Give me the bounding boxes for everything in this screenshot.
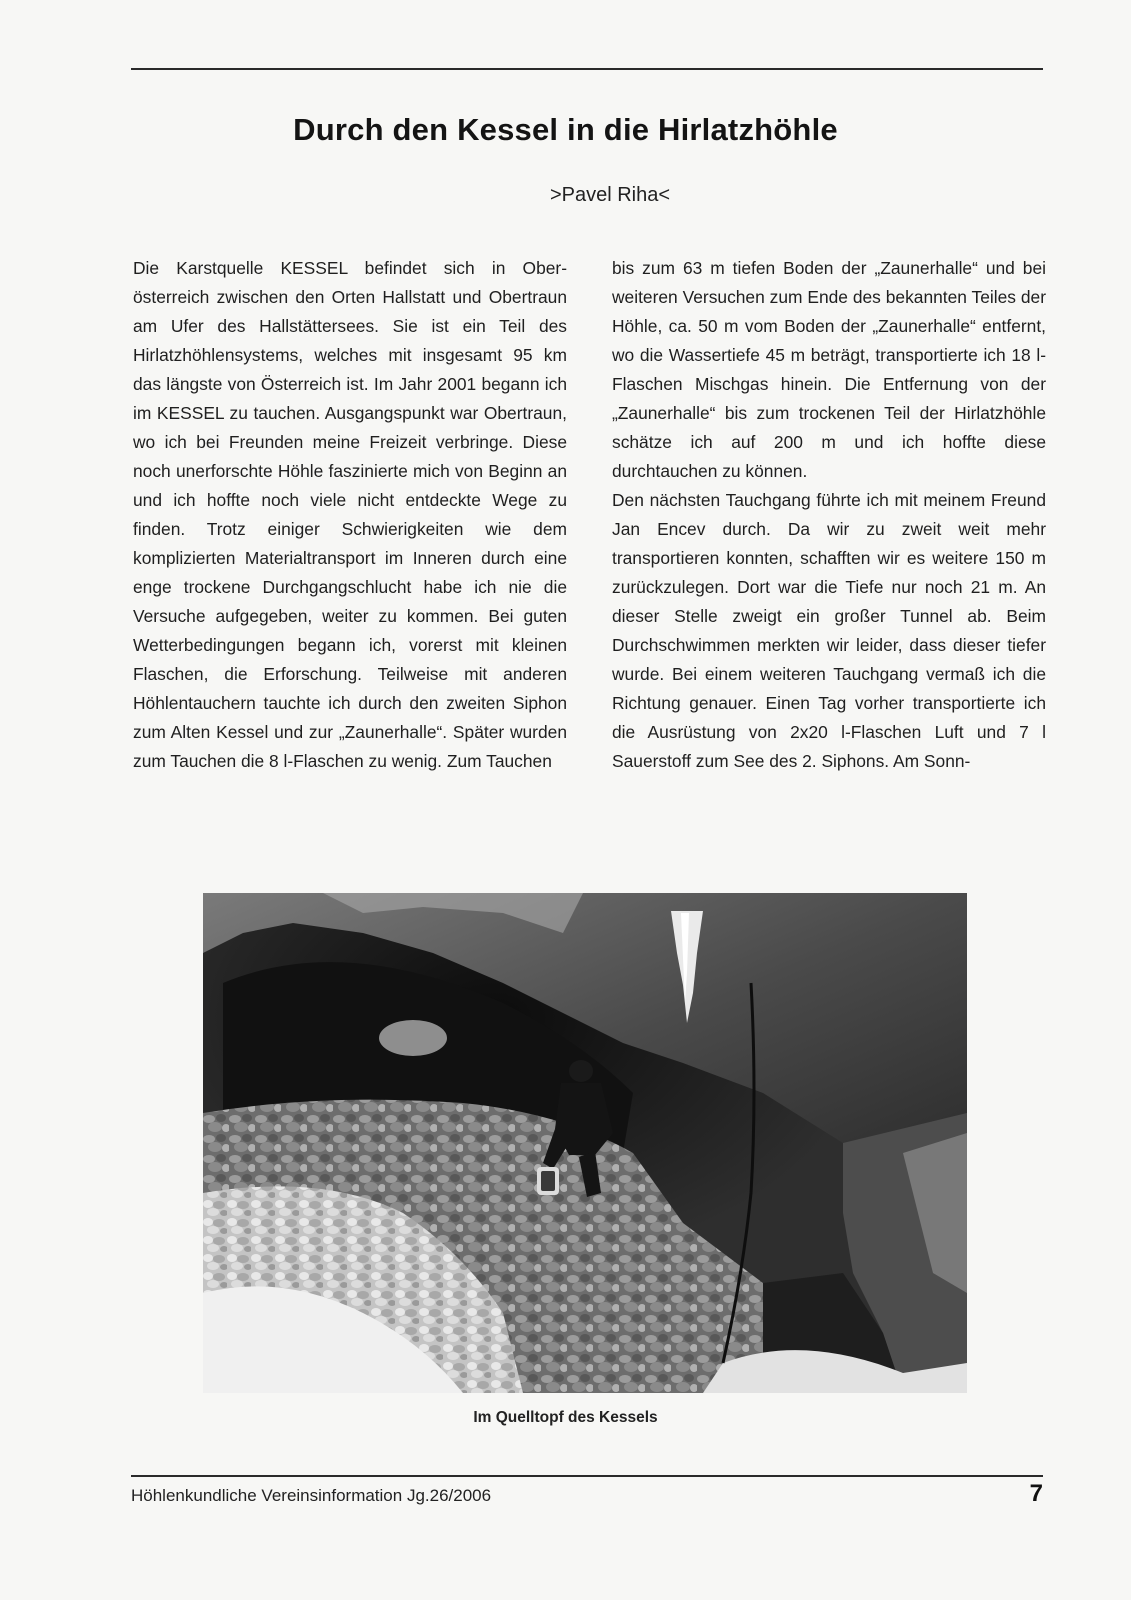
article-title: Durch den Kessel in die Hirlatzhöhle — [293, 112, 838, 147]
text-column-right — [612, 254, 1046, 776]
top-rule — [131, 68, 1043, 70]
text-column-left — [133, 254, 567, 776]
paragraph-left: Die Karstquelle KESSEL befindet sich in Ober-österreich zwischen den Orten Hallstatt und Obertraun am Ufer des Hallstättersees. Sie ist ein Teil des Hirlatzhöhlensystems, welches mit insgesamt 95 km das längste von Österreich ist. Im Jahr 2001 begann ich im KESSEL zu tauchen. Ausgangspunkt war Obertraun, wo ich bei Freunden meine Freizeit verbringe. Diese noch unerforschte Höhle faszinierte mich von Beginn an und ich hoffte noch viele nicht entdeckte Wege zu finden. Trotz einiger Schwierigkeiten wie dem komplizierten Materialtransport im Inneren durch eine enge trockene Durchgangschlucht habe ich nie die Versuche aufgegeben, weiter zu kommen. Bei guten Wetterbedingungen begann ich, vorerst mit kleinen Flaschen, die Erforschung. Teilweise mit anderen Höhlentauchern tauchte ich durch den zweiten Siphon zum Alten Kessel und zur „Zaunerhalle“. Später wurden zum Tauchen die 8 l-Flaschen zu wenig. Zum Tauchen — [133, 258, 567, 771]
article-author: >Pavel Riha< — [549, 184, 671, 206]
footer-publication: Höhlenkundliche Vereinsinformation Jg.26/2006 — [131, 1486, 492, 1505]
bottom-rule — [131, 1475, 1043, 1477]
paragraph-right-1: bis zum 63 m tiefen Boden der „Zaunerhalle“ und bei weiteren Versuchen zum Ende des bekannten Teiles der Höhle, ca. 50 m vom Boden der „Zaunerhalle“ entfernt, wo die Wassertiefe 45 m beträgt, transportierte ich 18 l-Flaschen Mischgas hinein. Die Entfernung von der „Zaunerhalle“ bis zum trockenen Teil der Hirlatzhöhle schätze ich auf 200 m und ich hoffte diese durchtauchen zu können. — [612, 258, 1046, 481]
photo-caption: Im Quelltopf des Kessels — [473, 1409, 658, 1426]
page-number: 7 — [1029, 1480, 1043, 1507]
cave-photo — [203, 893, 967, 1393]
cave-photo-illustration — [203, 893, 967, 1393]
paragraph-right-2: Den nächsten Tauchgang führte ich mit meinem Freund Jan Encev durch. Da wir zu zweit weit mehr transportieren konnten, schafften wir es weitere 150 m zurückzulegen. Dort war die Tiefe nur noch 21 m. An dieser Stelle zweigt ein großer Tunnel ab. Beim Durchschwimmen merkten wir leider, dass dieser tiefer wurde. Bei einem weiteren Tauchgang vermaß ich die Richtung genauer. Einen Tag vorher transportierte ich die Ausrüstung von 2x20 l-Flaschen Luft und 7 l Sauerstoff zum See des 2. Siphons. Am Sonn- — [612, 490, 1046, 771]
